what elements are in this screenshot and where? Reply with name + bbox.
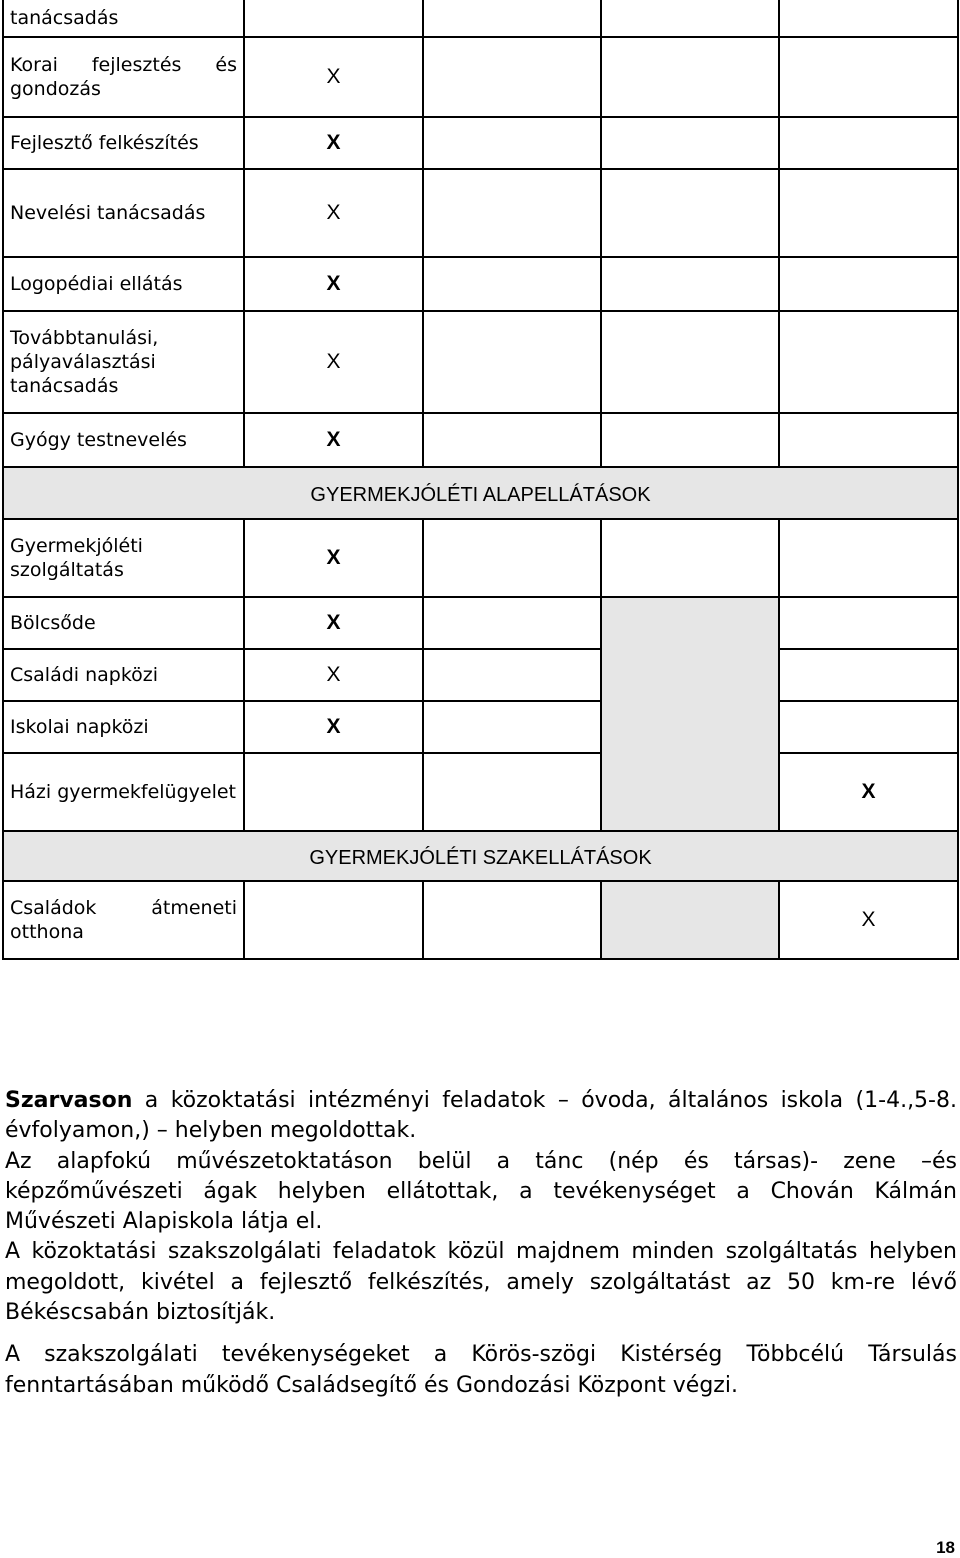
mark-cell: X bbox=[244, 37, 423, 117]
paragraph-lead: Szarvason bbox=[5, 1088, 133, 1113]
empty-cell bbox=[601, 37, 779, 117]
empty-cell bbox=[423, 117, 601, 169]
empty-cell bbox=[601, 413, 779, 467]
empty-cell bbox=[601, 117, 779, 169]
paragraph-muveszetoktatas: Az alapfokú művészetoktatáson belül a tánc (nép és társas)- zene –és képzőművészeti ágak helyben ellátottak, a tevékenységet a Chován Kálmán Művészeti Alapiskola látja el. bbox=[5, 1148, 957, 1235]
mark-cell: X bbox=[244, 597, 423, 649]
mark-cell: X bbox=[244, 701, 423, 753]
shaded-cell bbox=[601, 597, 779, 831]
paragraph-kozoktatas: Szarvason a közoktatási intézményi feladatok – óvoda, általános iskola (1-4.,5-8. évfolyamon,) – helyben megoldottak. bbox=[5, 1088, 957, 1144]
empty-cell bbox=[779, 649, 958, 701]
shaded-cell bbox=[601, 881, 779, 959]
row-label-fejleszto-felkeszites: Fejlesztő felkészítés bbox=[3, 117, 244, 169]
section-header-alapellatasok: GYERMEKJÓLÉTI ALAPELLÁTÁSOK bbox=[3, 467, 958, 519]
empty-cell bbox=[779, 169, 958, 257]
mark-cell: X bbox=[244, 169, 423, 257]
empty-cell bbox=[779, 597, 958, 649]
empty-cell bbox=[779, 413, 958, 467]
empty-cell bbox=[423, 881, 601, 959]
section-header-szakellatasok: GYERMEKJÓLÉTI SZAKELLÁTÁSOK bbox=[3, 831, 958, 881]
paragraph-szakszolgalat: A közoktatási szakszolgálati feladatok közül majdnem minden szolgáltatás helyben megoldott, kivétel a fejlesztő felkészítés, amely szolgáltatást az 50 km-re lévő Békéscsabán biztosítják. bbox=[5, 1239, 957, 1326]
mark-cell: X bbox=[779, 881, 958, 959]
row-label-logopediai-ellatas: Logopédiai ellátás bbox=[3, 257, 244, 311]
empty-cell bbox=[423, 519, 601, 597]
row-label-hazi-gyermekfelugyelet: Házi gyermekfelügyelet bbox=[3, 753, 244, 831]
empty-cell bbox=[779, 701, 958, 753]
empty-cell bbox=[244, 881, 423, 959]
paragraph-csaladsegito: A szakszolgálati tevékenységeket a Körös-szögi Kistérség Többcélú Társulás fenntartásában működő Családsegítő és Gondozási Központ végzi. bbox=[5, 1342, 957, 1398]
row-label-csaladok-atmeneti-otthona: Családok átmeneti otthona bbox=[3, 881, 244, 959]
empty-cell bbox=[423, 597, 601, 649]
empty-cell bbox=[779, 37, 958, 117]
mark-cell: X bbox=[244, 519, 423, 597]
mark-cell: X bbox=[244, 117, 423, 169]
row-label: tanácsadás bbox=[3, 0, 244, 37]
row-label-iskolai-napkozi: Iskolai napközi bbox=[3, 701, 244, 753]
empty-cell bbox=[779, 257, 958, 311]
mark-cell: X bbox=[779, 753, 958, 831]
mark-cell: X bbox=[244, 257, 423, 311]
empty-cell bbox=[423, 257, 601, 311]
row-label-korai-fejlesztes: Korai fejlesztés és gondozás bbox=[3, 37, 244, 117]
empty-cell bbox=[779, 519, 958, 597]
empty-cell bbox=[779, 0, 958, 37]
services-table bbox=[2, 0, 959, 960]
mark-cell: X bbox=[244, 311, 423, 413]
empty-cell bbox=[423, 311, 601, 413]
row-label-csaladi-napkozi: Családi napközi bbox=[3, 649, 244, 701]
row-label-gyogy-testneveles: Gyógy testnevelés bbox=[3, 413, 244, 467]
empty-cell bbox=[423, 413, 601, 467]
empty-cell bbox=[423, 753, 601, 831]
empty-cell bbox=[601, 519, 779, 597]
mark-cell bbox=[244, 0, 423, 37]
empty-cell bbox=[423, 169, 601, 257]
empty-cell bbox=[779, 117, 958, 169]
empty-cell bbox=[601, 0, 779, 37]
empty-cell bbox=[244, 753, 423, 831]
body-text bbox=[5, 1086, 957, 1401]
empty-cell bbox=[423, 701, 601, 753]
empty-cell bbox=[779, 311, 958, 413]
row-label-bolcsode: Bölcsőde bbox=[3, 597, 244, 649]
row-label-nevelesi-tanacsadas: Nevelési tanácsadás bbox=[3, 169, 244, 257]
empty-cell bbox=[601, 311, 779, 413]
empty-cell bbox=[601, 257, 779, 311]
empty-cell bbox=[423, 649, 601, 701]
empty-cell bbox=[601, 169, 779, 257]
row-label-tovabbtanulasi: Továbbtanulási, pályaválasztási tanácsadás bbox=[3, 311, 244, 413]
mark-cell: X bbox=[244, 413, 423, 467]
empty-cell bbox=[423, 0, 601, 37]
empty-cell bbox=[423, 37, 601, 117]
page-number: 18 bbox=[936, 1538, 955, 1557]
row-label-gyermekjoleti-szolgaltatas: Gyermekjóléti szolgáltatás bbox=[3, 519, 244, 597]
mark-cell: X bbox=[244, 649, 423, 701]
